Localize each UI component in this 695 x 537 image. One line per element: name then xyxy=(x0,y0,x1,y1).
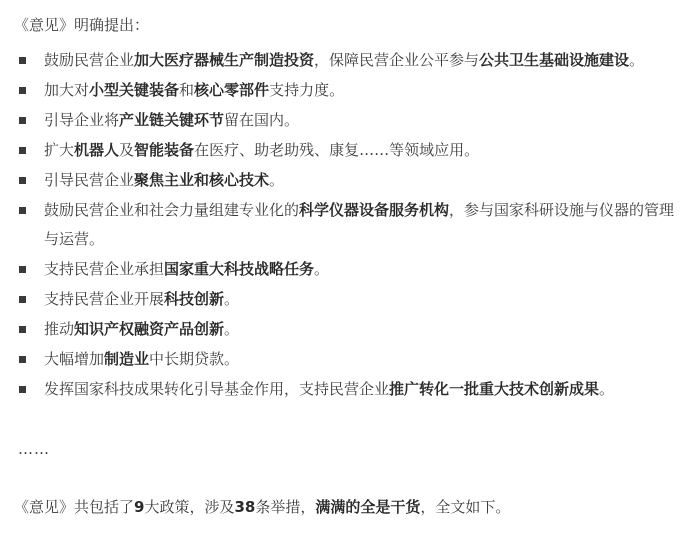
square-bullet-icon xyxy=(19,147,26,154)
item-text: 在医疗、助老助残、康复……等领域应用。 xyxy=(194,141,480,159)
summary-text: ，全文如下。 xyxy=(420,498,511,516)
square-bullet-icon xyxy=(19,117,26,124)
item-text: 引导民营企业 xyxy=(44,171,135,189)
summary-bold: 满满的全是干货 xyxy=(315,498,421,516)
item-text: 支持力度。 xyxy=(269,81,345,99)
item-bold: 小型关键装备 xyxy=(89,81,180,99)
item-text: 。 xyxy=(269,171,285,189)
item-text: 和 xyxy=(179,81,195,99)
item-bold: 核心零部件 xyxy=(194,81,270,99)
item-text: 。 xyxy=(224,290,240,308)
item-bold: 推广转化一批重大技术创新成果 xyxy=(389,380,600,398)
square-bullet-icon xyxy=(19,296,26,303)
item-text: 。 xyxy=(314,260,330,278)
item-bold: 知识产权融资产品创新 xyxy=(74,320,225,338)
list-item xyxy=(0,315,695,344)
item-bold: 产业链关键环节 xyxy=(119,111,225,129)
list-item xyxy=(0,76,695,105)
intro-line: 《意见》明确提出： xyxy=(14,16,150,34)
list-item xyxy=(0,345,695,374)
item-text: 。 xyxy=(224,320,240,338)
item-text: 鼓励民营企业 xyxy=(44,51,135,69)
list-item xyxy=(0,196,695,254)
item-text: 推动 xyxy=(44,320,75,338)
item-bold: 公共卫生基础设施建设 xyxy=(479,51,630,69)
list-item xyxy=(0,285,695,314)
item-text: 扩大 xyxy=(44,141,75,159)
square-bullet-icon xyxy=(19,87,26,94)
item-bold: 加大医疗器械生产制造投资 xyxy=(134,51,315,69)
item-bold: 科技创新 xyxy=(164,290,225,308)
item-bold: 科学仪器设备服务机构 xyxy=(299,201,450,219)
item-text: 中长期贷款。 xyxy=(149,350,240,368)
item-bold: 国家重大科技战略任务 xyxy=(164,260,315,278)
ellipsis-line: …… xyxy=(18,440,50,458)
square-bullet-icon xyxy=(19,207,26,214)
square-bullet-icon xyxy=(19,326,26,333)
item-bold: 制造业 xyxy=(104,350,150,368)
item-text: 引导企业将 xyxy=(44,111,120,129)
item-text: 支持民营企业承担 xyxy=(44,260,165,278)
list-item xyxy=(0,106,695,135)
measure-count: 38 xyxy=(234,498,256,516)
item-bold: 机器人 xyxy=(74,141,120,159)
list-item xyxy=(0,166,695,195)
summary-text: 《意见》共包括了 xyxy=(14,498,135,516)
square-bullet-icon xyxy=(19,386,26,393)
item-text: 大幅增加 xyxy=(44,350,105,368)
square-bullet-icon xyxy=(19,57,26,64)
square-bullet-icon xyxy=(19,356,26,363)
summary-text: 大政策，涉及 xyxy=(144,498,235,516)
item-text: ，参与国家科研设施与仪器的管理与运营。 xyxy=(44,201,675,248)
item-text: 。 xyxy=(629,51,645,69)
item-bold: 智能装备 xyxy=(134,141,195,159)
item-bold: 聚焦主业和核心技术 xyxy=(134,171,270,189)
summary-line xyxy=(14,496,510,518)
item-text: 。 xyxy=(599,380,615,398)
list-item xyxy=(0,46,695,75)
policy-count: 9 xyxy=(134,498,145,516)
square-bullet-icon xyxy=(19,266,26,273)
item-text: ，保障民营企业公平参与 xyxy=(314,51,480,69)
summary-text: 条举措， xyxy=(255,498,316,516)
list-item xyxy=(0,255,695,284)
square-bullet-icon xyxy=(19,177,26,184)
item-text: 发挥国家科技成果转化引导基金作用，支持民营企业 xyxy=(44,380,390,398)
item-text: 鼓励民营企业和社会力量组建专业化的 xyxy=(44,201,300,219)
list-item xyxy=(0,136,695,165)
item-text: 加大对 xyxy=(44,81,90,99)
item-text: 留在国内。 xyxy=(224,111,300,129)
item-text: 及 xyxy=(119,141,135,159)
item-text: 支持民营企业开展 xyxy=(44,290,165,308)
policy-list xyxy=(0,46,695,405)
list-item xyxy=(0,375,695,404)
